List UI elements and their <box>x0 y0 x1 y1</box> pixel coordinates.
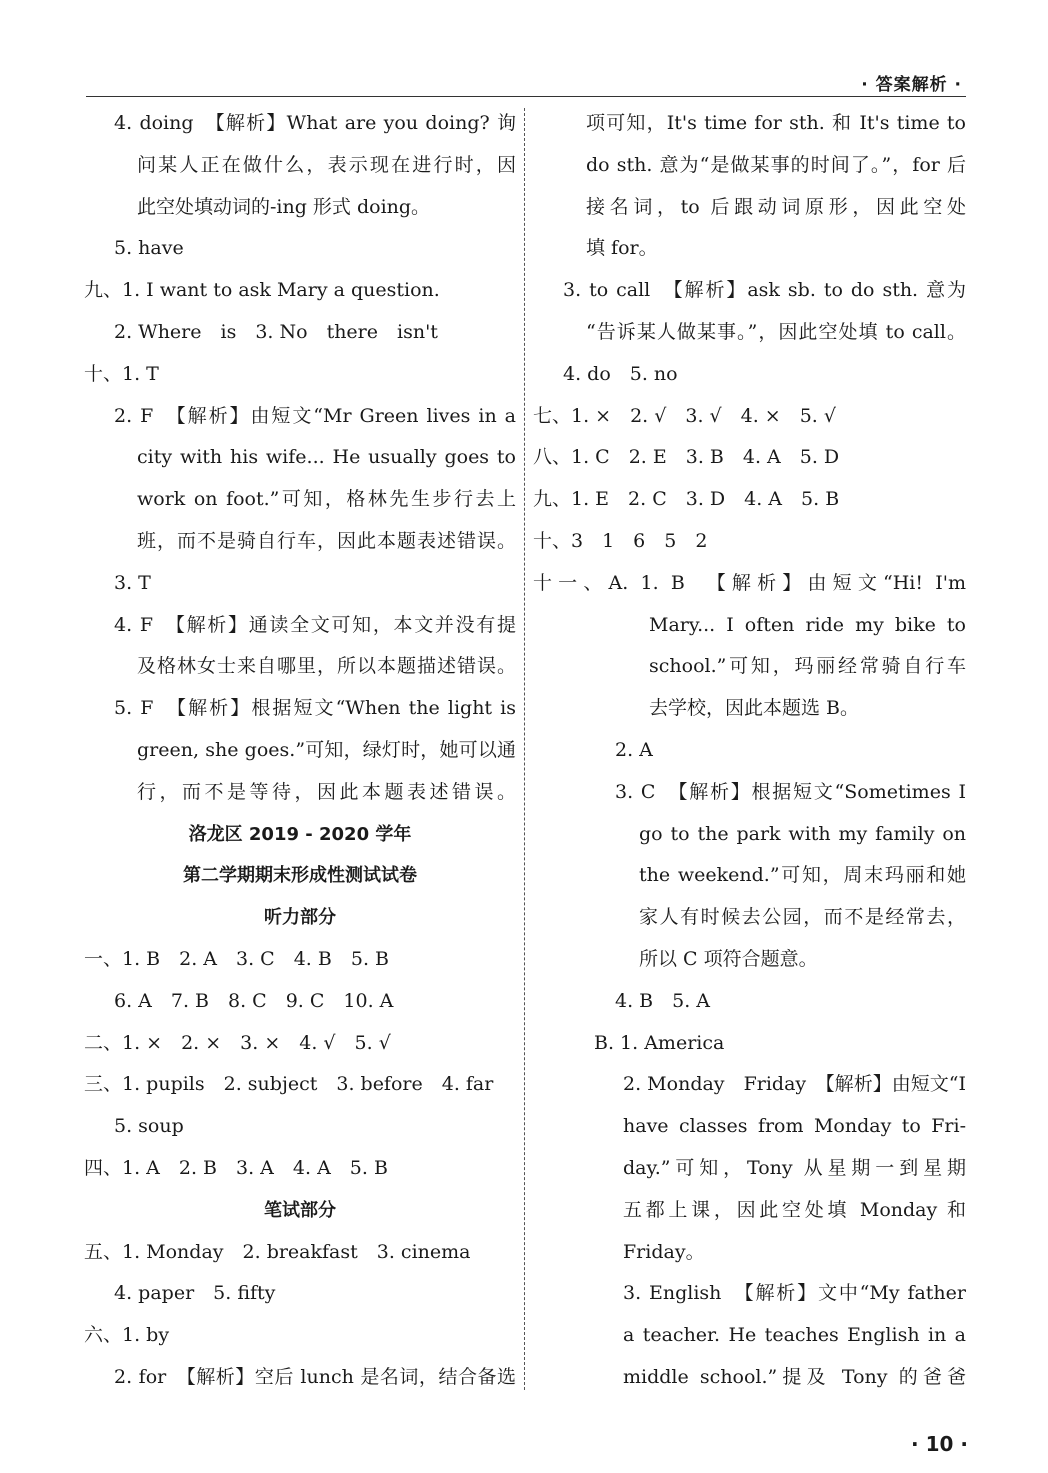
answer-line: 接名词，to 后跟动词原形，因此空处 <box>586 195 966 218</box>
answer-line: 6. A 7. B 8. C 9. C 10. A <box>114 989 394 1012</box>
answer-line: B. 1. America <box>594 1031 725 1054</box>
answer-line: 六、1. by <box>84 1324 170 1347</box>
left-column <box>84 103 516 1399</box>
answer-line: day.”可知，Tony 从星期一到星期 <box>623 1156 966 1179</box>
answer-line: 2. Where is 3. No there isn't <box>114 320 438 343</box>
answer-line: 一、1. B 2. A 3. C 4. B 5. B <box>84 947 389 970</box>
answer-line: work on foot.”可知，格林先生步行去上 <box>137 488 516 511</box>
answer-line: 2. A <box>615 738 653 761</box>
answer-line: 及格林女士来自哪里，所以本题描述错误。 <box>137 655 516 678</box>
answer-line: green, she goes.”可知，绿灯时，她可以通 <box>137 738 516 761</box>
answer-line: “告诉某人做某事。”，因此空处填 to call。 <box>586 320 966 343</box>
answer-line: 班，而不是骑自行车，因此本题表述错误。 <box>137 529 516 552</box>
answer-line: middle school.”提及 Tony 的爸爸 <box>623 1365 966 1388</box>
right-column <box>533 103 966 1399</box>
answer-line: 问某人正在做什么，表示现在进行时，因 <box>137 153 516 176</box>
answer-line: 八、1. C 2. E 3. B 4. A 5. D <box>533 446 840 469</box>
answer-line: 5. have <box>114 237 184 260</box>
answer-line: 项可知，It's time for sth. 和 It's time to <box>586 112 966 134</box>
answer-line: 4. paper 5. fifty <box>114 1282 276 1305</box>
answer-line: 3. English 【解析】文中“My father <box>623 1282 966 1305</box>
answer-line: 五都上课，因此空处填 Monday 和 <box>623 1198 966 1221</box>
answer-line: have classes from Monday to Fri- <box>623 1115 966 1138</box>
answer-line: school.”可知，玛丽经常骑自行车 <box>649 655 966 678</box>
answer-line: Mary... I often ride my bike to <box>649 613 966 636</box>
answer-line: go to the park with my family on <box>639 822 966 845</box>
answer-line: 2. F 【解析】由短文“Mr Green lives in a <box>114 404 516 427</box>
answer-line: 十、3 1 6 5 2 <box>533 529 708 552</box>
answer-line: 三、1. pupils 2. subject 3. before 4. far <box>84 1073 494 1096</box>
answer-line: 3. to call 【解析】ask sb. to do sth. 意为 <box>563 279 966 302</box>
answer-line: the weekend.”可知，周末玛丽和她 <box>639 864 966 887</box>
answer-line: 2. for 【解析】空后 lunch 是名词，结合备选 <box>114 1365 516 1388</box>
section-heading: 笔试部分 <box>264 1199 336 1221</box>
answer-line: 5. soup <box>114 1115 184 1138</box>
answer-line: 九、1. I want to ask Mary a question. <box>84 279 440 302</box>
answer-line: a teacher. He teaches English in a <box>623 1324 966 1347</box>
answer-line: 四、1. A 2. B 3. A 4. A 5. B <box>84 1156 388 1179</box>
answer-line: Friday。 <box>623 1240 705 1263</box>
answer-line: 十、1. T <box>84 362 159 385</box>
answer-line: 3. T <box>114 571 151 594</box>
answer-line: 5. F 【解析】根据短文“When the light is <box>114 697 516 720</box>
answer-line: 所以 C 项符合题意。 <box>639 947 818 970</box>
answer-line: 二、1. × 2. × 3. × 4. √ 5. √ <box>84 1031 391 1054</box>
section-heading: 听力部分 <box>264 907 336 929</box>
section-heading: 第二学期期末形成性测试试卷 <box>183 865 417 887</box>
page-header-title: · 答案解析 · <box>861 75 962 95</box>
page-number: · 10 · <box>911 1432 968 1456</box>
answer-line: do sth. 意为“是做某事的时间了。”，for 后 <box>586 153 966 176</box>
answer-line: 家人有时候去公园，而不是经常去， <box>639 906 966 929</box>
answer-line: 九、1. E 2. C 3. D 4. A 5. B <box>533 488 840 511</box>
answer-line: 填 for。 <box>586 237 658 260</box>
answer-line: 4. F 【解析】通读全文可知，本文并没有提 <box>114 613 516 636</box>
answer-line: 去学校，因此本题选 B。 <box>649 697 860 720</box>
answer-line: 此空处填动词的-ing 形式 doing。 <box>137 195 431 218</box>
answer-line: 五、1. Monday 2. breakfast 3. cinema <box>84 1240 471 1263</box>
answer-line: 十一、A. 1. B 【解析】由短文“Hi! I'm <box>533 571 966 594</box>
section-heading: 洛龙区 2019 - 2020 学年 <box>188 823 412 845</box>
answer-line: 2. Monday Friday 【解析】由短文“I <box>623 1073 966 1096</box>
answer-line: 3. C 【解析】根据短文“Sometimes I <box>615 780 966 803</box>
column-divider <box>524 108 525 1390</box>
answer-line: city with his wife... He usually goes to <box>137 446 516 469</box>
answer-line: 4. B 5. A <box>615 989 711 1012</box>
answer-line: 4. doing 【解析】What are you doing? 询 <box>114 112 516 134</box>
answer-line: 七、1. × 2. √ 3. √ 4. × 5. √ <box>533 404 836 427</box>
answer-line: 行，而不是等待，因此本题表述错误。 <box>137 780 516 803</box>
answer-line: 4. do 5. no <box>563 362 678 385</box>
header-rule <box>86 96 966 97</box>
